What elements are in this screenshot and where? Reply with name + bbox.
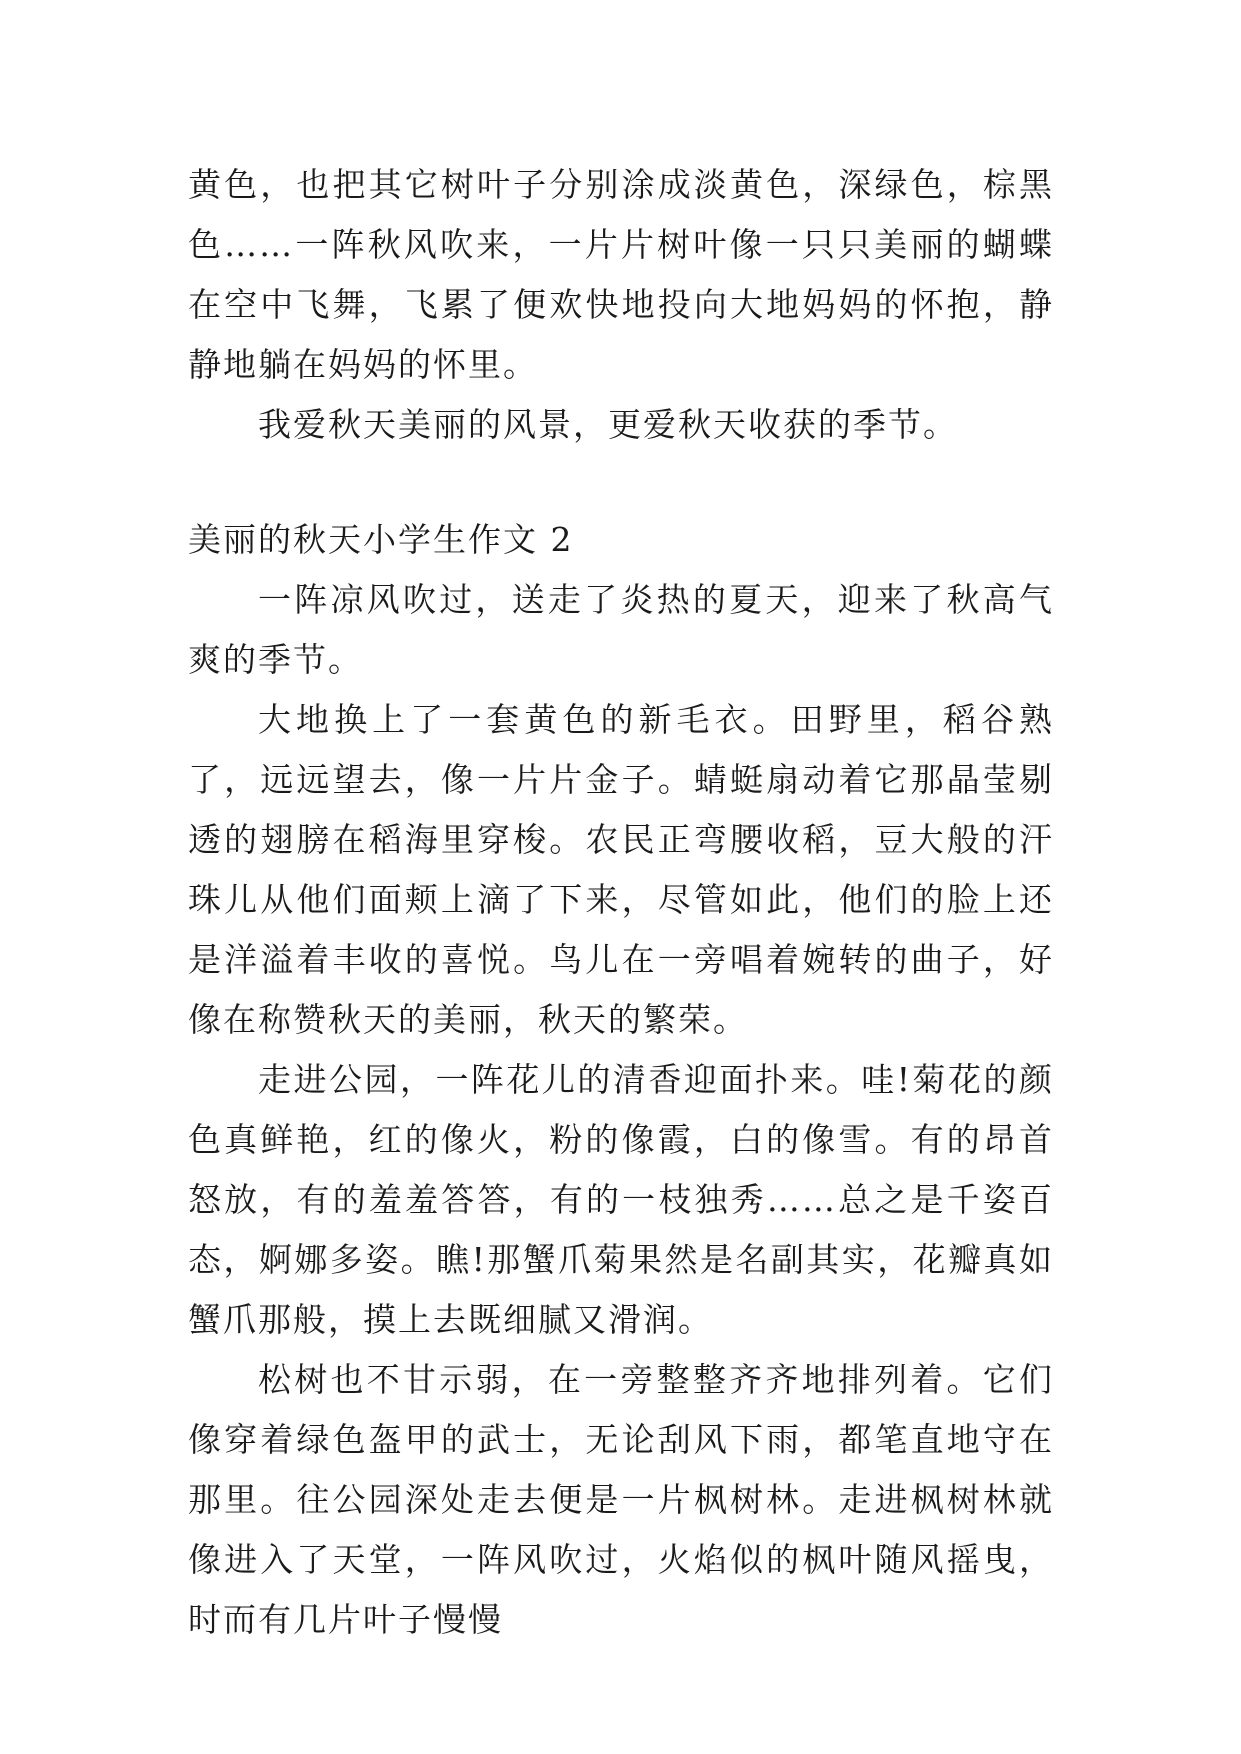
- paragraph: 松树也不甘示弱，在一旁整整齐齐地排列着。它们像穿着绿色盔甲的武士，无论刮风下雨，都笔直地守在那里。往公园深处走去便是一片枫树林。走进枫树林就像进入了天堂，一阵风吹过，火焰似的枫叶随风摇曳，时而有几片叶子慢慢: [188, 1360, 1054, 1639]
- paragraph: 走进公园，一阵花儿的清香迎面扑来。哇!菊花的颜色真鲜艳，红的像火，粉的像霞，白的像雪。有的昂首怒放，有的羞羞答答，有的一枝独秀……总之是千姿百态，婀娜多姿。瞧!那蟹爪菊果然是名副其实，花瓣真如蟹爪那般，摸上去既细腻又滑润。: [188, 1060, 1054, 1339]
- paragraph: 大地换上了一套黄色的新毛衣。田野里，稻谷熟了，远远望去，像一片片金子。蜻蜓扇动着它那晶莹剔透的翅膀在稻海里穿梭。农民正弯腰收稻，豆大般的汗珠儿从他们面颊上滴了下来，尽管如此，他们的脸上还是洋溢着丰收的喜悦。鸟儿在一旁唱着婉转的曲子，好像在称赞秋天的美丽，秋天的繁荣。: [188, 700, 1054, 1039]
- paragraph: 一阵凉风吹过，送走了炎热的夏天，迎来了秋高气爽的季节。: [188, 580, 1054, 679]
- document-body: [188, 155, 1054, 1650]
- paragraph: 黄色，也把其它树叶子分别涂成淡黄色，深绿色，棕黑色……一阵秋风吹来，一片片树叶像一只只美丽的蝴蝶在空中飞舞，飞累了便欢快地投向大地妈妈的怀抱，静静地躺在妈妈的怀里。: [188, 165, 1054, 384]
- paragraph: 我爱秋天美丽的风景，更爱秋天收获的季节。: [258, 405, 958, 444]
- section-title: 美丽的秋天小学生作文 2: [188, 520, 574, 559]
- section-spacer: [188, 455, 1054, 510]
